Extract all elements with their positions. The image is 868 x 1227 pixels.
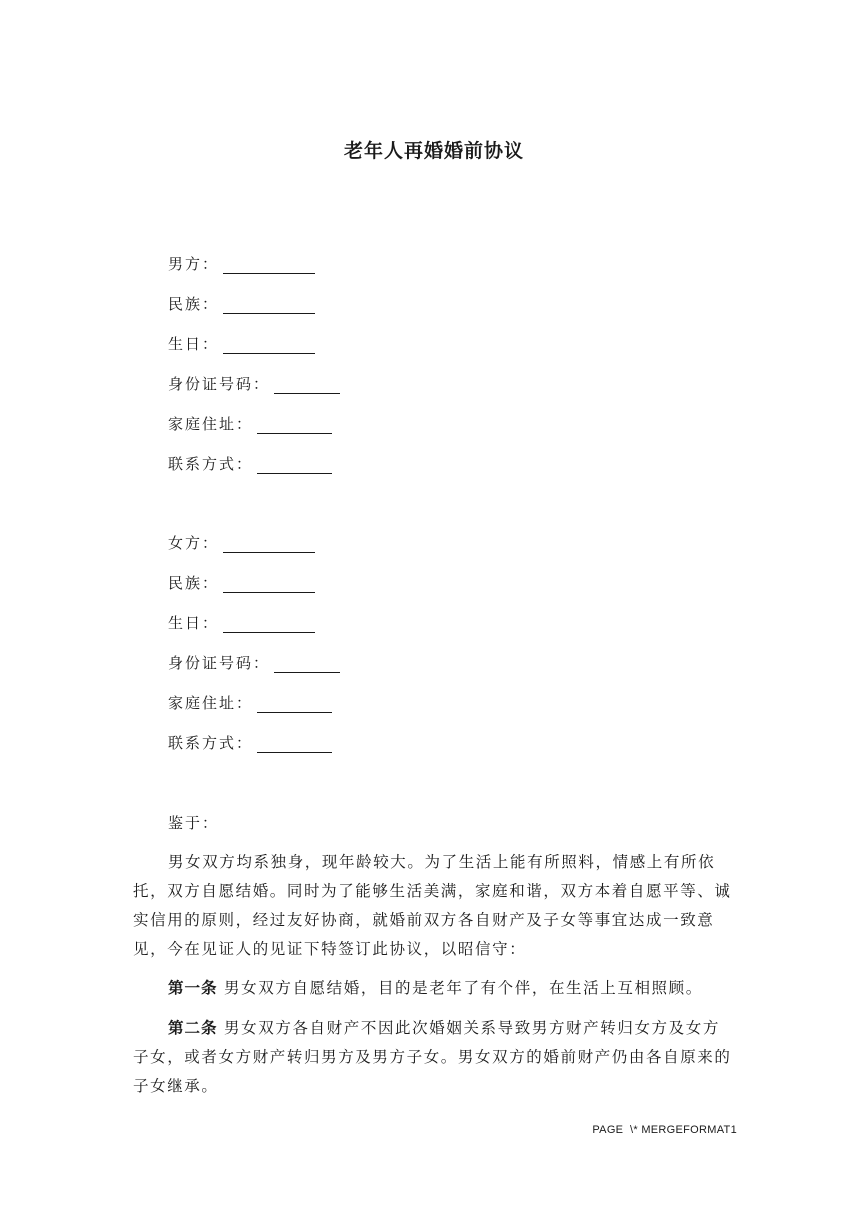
fill-in-blank[interactable] xyxy=(223,337,315,354)
male-address-field xyxy=(168,414,332,434)
fill-in-blank[interactable] xyxy=(257,736,332,753)
field-label: 家庭住址： xyxy=(168,415,254,433)
field-label: 民族： xyxy=(168,574,220,592)
article-text: 男女双方自愿结婚，目的是老年了有个伴，在生活上互相照顾。 xyxy=(224,979,703,997)
field-label: 民族： xyxy=(168,295,220,313)
male-name-field xyxy=(168,254,315,274)
article-2 xyxy=(133,1013,736,1101)
field-label: 身份证号码： xyxy=(168,654,271,672)
fill-in-blank[interactable] xyxy=(274,656,340,673)
male-id-number-field xyxy=(168,374,340,394)
fill-in-blank[interactable] xyxy=(223,257,315,274)
whereas-paragraph: 男女双方均系独身，现年龄较大。为了生活上能有所照料，情感上有所依托，双方自愿结婚。同时为了能够生活美满，家庭和谐，双方本着自愿平等、诚实信用的原则，经过友好协商，就婚前双方各自财产及子女等事宜达成一致意见，今在见证人的见证下特签订此协议，以昭信守： xyxy=(133,853,732,958)
female-id-number-field xyxy=(168,653,340,673)
article-label: 第二条 xyxy=(168,1018,218,1037)
whereas-heading: 鉴于： xyxy=(168,814,220,832)
fill-in-blank[interactable] xyxy=(257,417,332,434)
field-label: 家庭住址： xyxy=(168,694,254,712)
fill-in-blank[interactable] xyxy=(223,297,315,314)
male-contact-field xyxy=(168,454,332,474)
fill-in-blank[interactable] xyxy=(223,616,315,633)
field-label: 生日： xyxy=(168,335,220,353)
page-title: 老年人再婚婚前协议 xyxy=(343,140,524,162)
field-label: 联系方式： xyxy=(168,455,254,473)
article-text: 男女双方各自财产不因此次婚姻关系导致男方财产转归女方及女方子女，或者女方财产转归男方及男方子女。男女双方的婚前财产仍由各自原来的子女继承。 xyxy=(133,1019,732,1095)
fill-in-blank[interactable] xyxy=(223,536,315,553)
female-birthday-field xyxy=(168,613,315,633)
fill-in-blank[interactable] xyxy=(223,576,315,593)
fill-in-blank[interactable] xyxy=(257,696,332,713)
female-name-field xyxy=(168,533,315,553)
female-address-field xyxy=(168,693,332,713)
male-birthday-field xyxy=(168,334,315,354)
article-1 xyxy=(133,973,736,1003)
article-label: 第一条 xyxy=(168,978,218,997)
field-label: 生日： xyxy=(168,614,220,632)
female-contact-field xyxy=(168,733,332,753)
fill-in-blank[interactable] xyxy=(274,377,340,394)
field-label: 男方： xyxy=(168,255,220,273)
page-number-field: PAGE \* MERGEFORMAT1 xyxy=(592,1124,737,1136)
field-label: 身份证号码： xyxy=(168,375,271,393)
fill-in-blank[interactable] xyxy=(257,457,332,474)
female-ethnicity-field xyxy=(168,573,315,593)
field-label: 联系方式： xyxy=(168,734,254,752)
field-label: 女方： xyxy=(168,534,220,552)
male-ethnicity-field xyxy=(168,294,315,314)
